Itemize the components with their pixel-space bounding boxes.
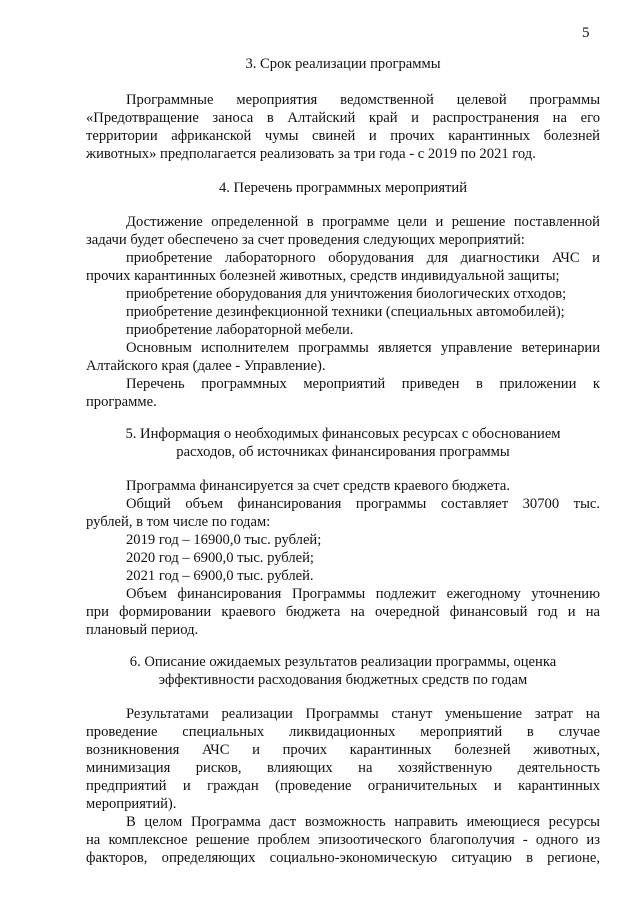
s3-line-1: Программные мероприятия ведомственной целевой программы (126, 92, 600, 108)
s6-p1-3: возникновения АЧС и прочих карантинных болезней животных, (86, 742, 600, 758)
s4-appendix-1: Перечень программных мероприятий приведен в приложении к (126, 376, 600, 392)
s6-p1-5: предприятий и граждан (проведение ограничительных и карантинных (86, 778, 600, 794)
s5-p3-2: при формировании краевого бюджета на очередной финансовый год и на (86, 604, 600, 620)
s5-p2-2: рублей, в том числе по годам: (86, 514, 271, 530)
section-3-heading: 3. Срок реализации программы (245, 56, 441, 72)
s4-item-1b: прочих карантинных болезней животных, средств индивидуальной защиты; (86, 268, 560, 284)
s4-appendix-2: программе. (86, 394, 157, 410)
s5-p3-3: плановый период. (86, 622, 199, 638)
section-6-heading-1: 6. Описание ожидаемых результатов реализации программы, оценка (129, 654, 557, 670)
section-6-heading-2: эффективности расходования бюджетных средств по годам (158, 672, 528, 688)
s4-intro-2: задачи будет обеспечено за счет проведения следующих мероприятий: (86, 232, 525, 248)
s5-p2-1: Общий объем финансирования программы составляет 30700 тыс. (126, 496, 600, 512)
section-5-heading-1: 5. Информация о необходимых финансовых ресурсах с обоснованием (125, 426, 561, 442)
s6-p1-1: Результатами реализации Программы станут уменьшение затрат на (126, 706, 600, 722)
s4-item-3: приобретение дезинфекционной техники (специальных автомобилей); (126, 304, 565, 320)
s4-item-1a: приобретение лабораторного оборудования для диагностики АЧС и (126, 250, 600, 266)
s4-intro-1: Достижение определенной в программе цели и решение поставленной (126, 214, 600, 230)
s3-line-2: «Предотвращение заноса в Алтайский край и распространения на его (86, 110, 600, 126)
s6-p2-1: В целом Программа даст возможность направить имеющиеся ресурсы (126, 814, 600, 830)
s5-p1: Программа финансируется за счет средств краевого бюджета. (126, 478, 510, 494)
s4-item-2: приобретение оборудования для уничтожения биологических отходов; (126, 286, 567, 302)
s6-p1-2: проведение специальных ликвидационных мероприятий в случае (86, 724, 600, 740)
section-5-heading-2: расходов, об источниках финансирования программы (176, 444, 510, 460)
s4-executor-2: Алтайского края (далее - Управление). (86, 358, 326, 374)
s5-year-2020: 2020 год – 6900,0 тыс. рублей; (126, 550, 314, 566)
s5-year-2021: 2021 год – 6900,0 тыс. рублей. (126, 568, 314, 584)
s6-p2-3: факторов, определяющих социально-экономическую ситуацию в регионе, (86, 850, 600, 866)
section-4-heading: 4. Перечень программных мероприятий (218, 180, 468, 196)
s5-p3-1: Объем финансирования Программы подлежит ежегодному уточнению (126, 586, 600, 602)
s4-executor-1: Основным исполнителем программы является управление ветеринарии (126, 340, 600, 356)
s3-line-3: территории африканской чумы свиней и прочих карантинных болезней (86, 128, 600, 144)
s6-p2-2: на комплексное решение проблем эпизоотического благополучия - одного из (86, 832, 600, 848)
s3-line-4: животных» предполагается реализовать за три года - с 2019 по 2021 год. (86, 146, 536, 162)
s6-p1-6: мероприятий). (86, 796, 177, 812)
page-number: 5 (582, 25, 590, 41)
s6-p1-4: минимизация рисков, влияющих на хозяйственную деятельность (86, 760, 600, 776)
s4-item-4: приобретение лабораторной мебели. (126, 322, 354, 338)
s5-year-2019: 2019 год – 16900,0 тыс. рублей; (126, 532, 322, 548)
